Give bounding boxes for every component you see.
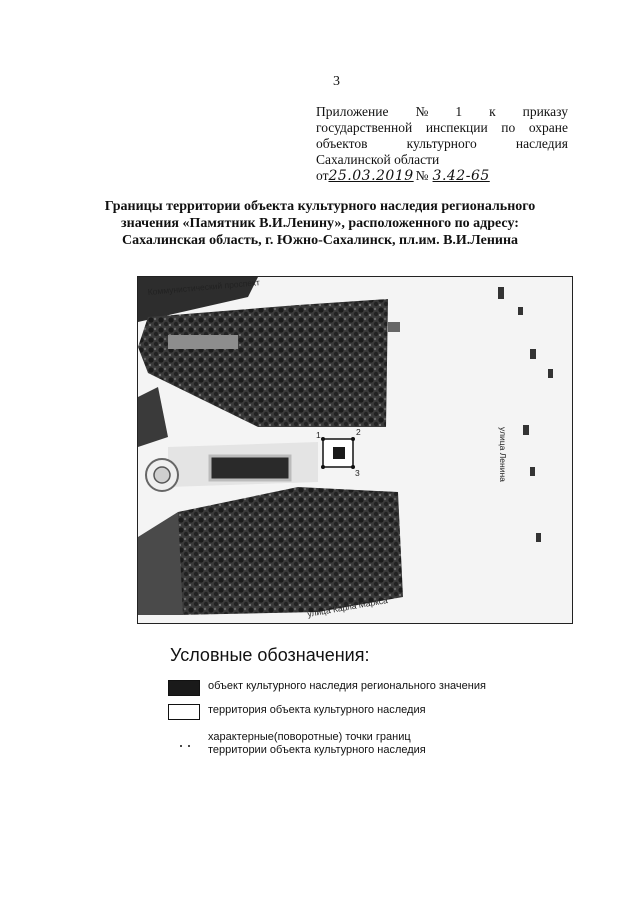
appendix-word: охране (528, 120, 568, 135)
park-block-south (178, 487, 403, 615)
boundary-point (321, 437, 325, 441)
appendix-word: к (489, 104, 496, 119)
monument-object (333, 447, 345, 459)
map-mark (388, 322, 400, 332)
legend-swatch-light (168, 704, 200, 720)
appendix-word: Приложение (316, 104, 389, 119)
appendix-word: наследия (515, 136, 568, 151)
page-number: 3 (333, 74, 340, 89)
legend-row-territory (168, 704, 426, 720)
legend-label-points (208, 731, 426, 757)
appendix-word: культурного (406, 136, 477, 151)
appendix-line-4: Сахалинской области (316, 152, 440, 167)
appendix-word: приказу (522, 104, 568, 119)
legend-label-object: объект культурного наследия регионального значения (208, 680, 486, 692)
legend-points-symbol (168, 731, 200, 751)
appendix-word: инспекции (425, 120, 488, 135)
map-mark (518, 307, 523, 315)
appendix-word: № (415, 104, 429, 119)
legend-swatch-dark (168, 680, 200, 696)
legend-row-object (168, 680, 486, 696)
appendix-line-3 (316, 136, 568, 152)
appendix-word: государственной (316, 120, 413, 135)
appendix-line-1 (316, 104, 568, 120)
appendix-word: 1 (455, 104, 463, 119)
boundary-point (351, 437, 355, 441)
street-label-right: улица Ленина (498, 427, 508, 482)
appendix-word: по (501, 120, 516, 135)
street-label-bottom: улица Карла Маркса (306, 594, 389, 619)
point-label-3: 3 (355, 468, 360, 478)
title-line-1: Границы территории объекта культурного наследия регионального (104, 199, 536, 214)
map-mark (536, 533, 541, 542)
date-handwritten: 25.03.2019 (328, 168, 414, 184)
document-title (100, 198, 540, 249)
order-number-handwritten: 3.42-65 (432, 168, 490, 184)
appendix-header (316, 104, 568, 184)
map-image (138, 277, 572, 623)
map-mark (498, 287, 504, 299)
point-label-1: 1 (316, 430, 321, 440)
appendix-word: объектов (316, 136, 368, 151)
map-mark (530, 349, 536, 359)
legend-title: Условные обозначения: (170, 645, 370, 665)
boundary-point (321, 465, 325, 469)
boundary-map (137, 276, 573, 624)
park-path (168, 335, 238, 349)
title-line-2: значения «Памятник В.И.Ленину», расположенного по адресу: (121, 216, 519, 231)
map-mark (548, 369, 553, 378)
street-label-top: Коммунистический проспект (147, 277, 261, 297)
title-line-3: Сахалинская область, г. Южно-Сахалинск, пл.им. В.И.Ленина (121, 233, 519, 248)
map-mark (523, 425, 529, 435)
legend-label-points-line2: территории объекта культурного наследия (208, 744, 426, 756)
number-prefix: № (415, 168, 429, 183)
appendix-line-2 (316, 120, 568, 136)
legend-label-territory: территория объекта культурного наследия (208, 704, 426, 716)
appendix-date-line (316, 168, 568, 184)
legend-label-points-line1: характерные(поворотные) точки границ (208, 731, 411, 743)
fountain-block (210, 456, 290, 480)
date-prefix: от (316, 168, 329, 183)
map-mark (530, 467, 535, 476)
roundabout-center (154, 467, 170, 483)
point-label-2: 2 (356, 427, 361, 437)
legend-row-points (168, 731, 426, 757)
